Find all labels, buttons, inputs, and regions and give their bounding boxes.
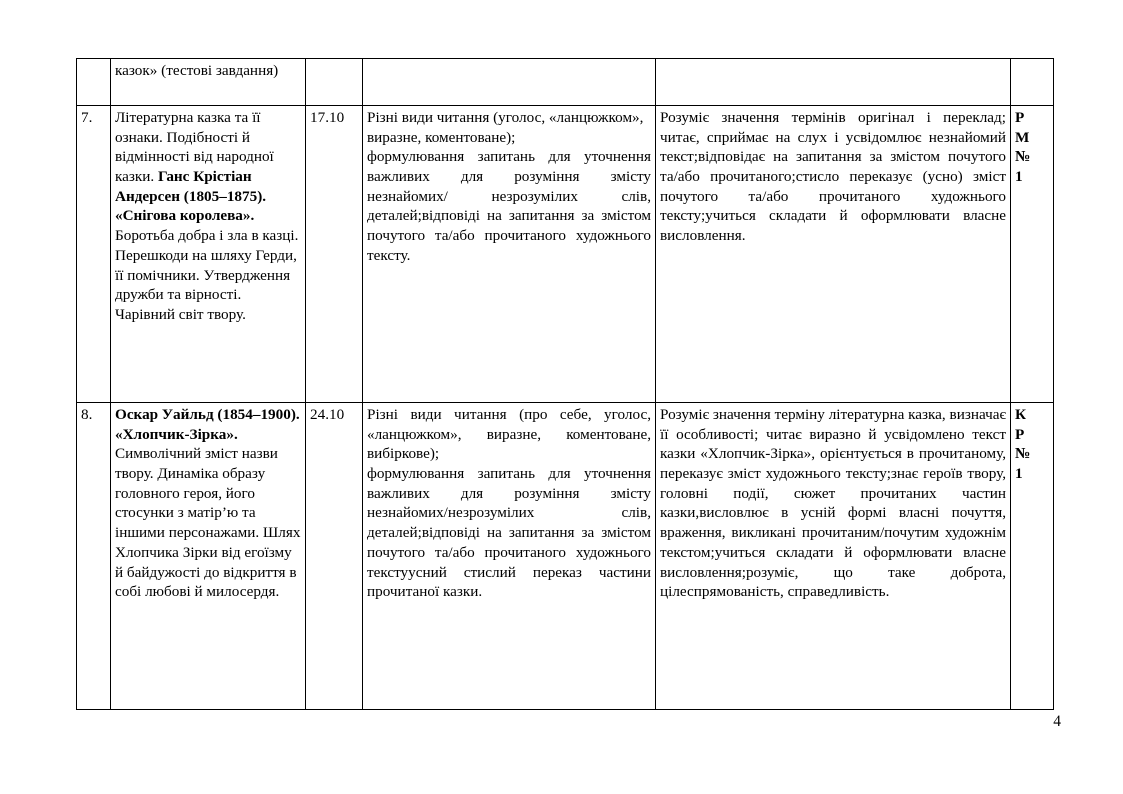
cell-mark [1011, 106, 1054, 403]
cell-topic [111, 403, 306, 710]
mark-line: Р [1015, 425, 1025, 443]
topic-segment-plain-tail: Боротьба добра і зла в казці. Перешкоди на шляху Герди, її помічники. Утвердження дружби та вірності. Чарівний світ твору. [115, 227, 299, 323]
cell-activity [363, 59, 656, 106]
cell-date [306, 59, 363, 106]
activity-paragraph: Різні види читання (про себе, уголос, «ланцюжком», виразне, коментоване, вибіркове); [367, 406, 651, 463]
table-row [77, 59, 1054, 106]
mark-line: Р [1015, 109, 1025, 126]
cell-topic [111, 106, 306, 403]
topic-segment-bold: Ганс Крістіан Андерсен (1805–1875). «Снігова королева». [115, 168, 267, 225]
cell-activity [363, 403, 656, 710]
results-text: Розуміє значення термінів оригінал і переклад; читає, сприймає на слух і усвідомлює незнайомий текст;відповідає на запитання за змістом почутого та/або прочитаного;стисло переказує (усно) зміст почутого та/або прочитаного художнього тексту;учиться складати й оформлювати власне висловлення. [660, 109, 1006, 245]
cell-number [77, 59, 111, 106]
cell-mark [1011, 403, 1054, 710]
activity-paragraph: формулювання запитань для уточнення важливих для розуміння змісту незнайомих/ незрозумілих слів, деталей;відповіді на запитання за змістом почутого та/або прочитаного художнього тексту. [367, 148, 651, 264]
results-text: Розуміє значення терміну літературна казка, визначає її особливості; читає виразно й усвідомлено текст казки «Хлопчик-Зірка», орієнтується в прочитаному, переказує зміст художнього тексту;знає героїв твору, головні події, сюжет прочитаних частин казки,висловлює в усній формі власні почуття, враження, викликані прочитаним/почутим художнім текстом;учиться складати й оформлювати власне висловлення;розуміє, що таке доброта, цілеспрямованість, справедливість. [660, 406, 1006, 601]
cell-number: 8. [77, 403, 111, 710]
cell-activity [363, 106, 656, 403]
topic-text: казок» (тестові завдання) [115, 62, 279, 79]
mark-line: 1 [1015, 465, 1023, 483]
cell-date: 17.10 [306, 106, 363, 403]
cell-mark [1011, 59, 1054, 106]
cell-topic [111, 59, 306, 106]
topic-text [115, 405, 301, 602]
topic-segment-plain-lead: Літературна казка та її ознаки. Подібності й відмінності від народної казки. [115, 109, 274, 186]
mark-line: № [1015, 148, 1031, 166]
cell-number: 7. [77, 106, 111, 403]
cell-results [656, 106, 1011, 403]
topic-text [115, 108, 301, 325]
cell-date: 24.10 [306, 403, 363, 710]
mark-line: № [1015, 445, 1031, 463]
table-row [77, 403, 1054, 710]
page-number: 4 [1053, 713, 1061, 730]
topic-segment-bold: Оскар Уайльд (1854–1900). «Хлопчик-Зірка». [115, 406, 300, 443]
mark-line: М [1015, 128, 1030, 146]
activity-paragraph: формулювання запитань для уточнення важливих для розуміння змісту незнайомих/незрозумілих слів, деталей;відповіді на запитання за змістом почутого та/або прочитаного художнього текстуусний стислий переказ частини прочитаної казки. [367, 465, 651, 601]
cell-results [656, 59, 1011, 106]
topic-segment-plain-tail: Символічний зміст назви твору. Динаміка образу головного героя, його стосунки з матір’ю та іншими персонажами. Шлях Хлопчика Зірки від егоїзму й байдужості до відкриття в собі любові й милосердя. [115, 445, 301, 601]
table-row [77, 106, 1054, 403]
activity-paragraph: Різні види читання (уголос, «ланцюжком», виразне, коментоване); [367, 109, 644, 146]
mark-line: 1 [1015, 168, 1023, 186]
mark-line: К [1015, 406, 1027, 423]
cell-results [656, 403, 1011, 710]
lesson-plan-table [76, 58, 1054, 710]
